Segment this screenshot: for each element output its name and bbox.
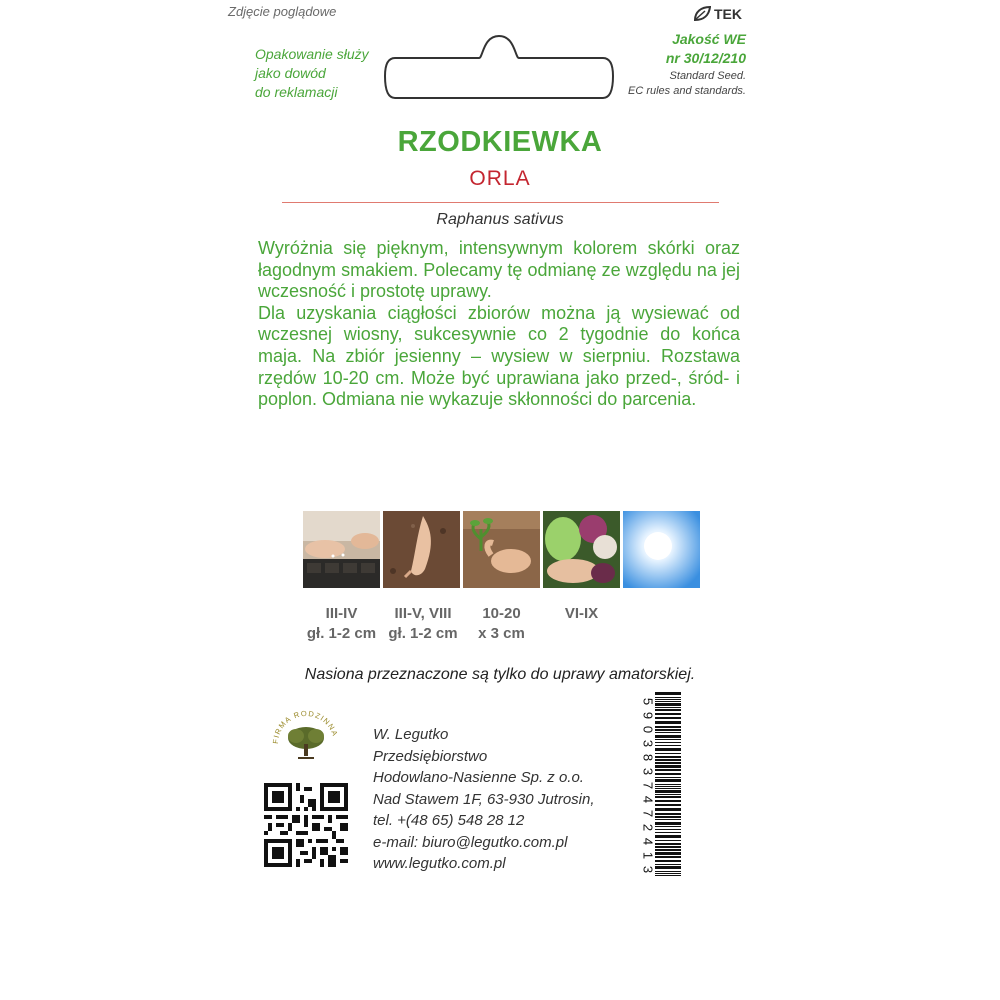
barcode-bar <box>655 788 681 789</box>
barcode-bar <box>655 843 681 845</box>
barcode-bar <box>655 779 681 782</box>
cultivation-label-4 <box>543 604 620 624</box>
barcode-bar <box>655 840 681 841</box>
barcode-bar <box>655 816 681 818</box>
company-street: Nad Stawem 1F, 63-930 Jutrosin, <box>373 790 595 808</box>
barcode-digit: 5 <box>640 697 656 706</box>
barcode-bar <box>655 864 681 865</box>
barcode-bar <box>655 835 681 838</box>
barcode-bar <box>655 739 681 740</box>
qr-code <box>264 783 348 867</box>
barcode-digit: 0 <box>640 725 656 734</box>
barcode-bar <box>655 790 681 793</box>
description-paragraph-2: Dla uzyskania ciągłości zbiorów można ją wysiewać od wczesnej wiosny, sukcesywnie co 2 tygodnie do końca maja. Na zbiór jesienny – wysiew w sierpniu. Rozstawa rzędów 10-20 cm. Może być uprawiana jako przed-, śród- i poplon. Odmiana nie wykazuje skłonności do parcenia. <box>258 302 740 410</box>
cultivation-label-3 <box>463 604 540 644</box>
barcode-bar <box>655 762 681 764</box>
complaint-line-1: Opakowanie służy <box>255 46 369 62</box>
barcode-digit: 3 <box>640 739 656 748</box>
company-website: www.legutko.com.pl <box>373 855 506 872</box>
barcode-bar <box>655 769 681 771</box>
quality-line-3: Standard Seed. <box>669 70 746 82</box>
planting-spacing-icon <box>463 511 540 588</box>
product-name: RZODKIEWKA <box>397 126 603 158</box>
barcode-bar <box>655 786 681 787</box>
company-legal-name: Hodowlano-Nasienne Sp. z o.o. <box>373 769 584 786</box>
complaint-note <box>255 45 385 102</box>
harvest-icon <box>543 511 620 588</box>
quality-line-1: Jakość WE <box>672 31 746 47</box>
barcode-bar <box>655 808 681 811</box>
divider <box>282 202 719 203</box>
quality-line-2: nr 30/12/210 <box>665 50 746 66</box>
barcode-bar <box>655 748 681 751</box>
barcode-bar <box>655 745 681 746</box>
barcode-bar <box>655 846 681 848</box>
barcode-bar <box>655 709 681 711</box>
barcode-bar <box>655 717 681 719</box>
description-paragraph-1: Wyróżnia się pięknym, intensywnym kolorem skórki oraz łagodnym smakiem. Polecamy tę odmianę ze względu na jej wczesność i prostotę uprawy. <box>258 238 740 302</box>
barcode-digit: 7 <box>640 809 656 818</box>
barcode-bar <box>655 866 681 869</box>
barcode-bar <box>655 804 681 806</box>
barcode-digit: 7 <box>640 781 656 790</box>
barcode-digit: 3 <box>640 767 656 776</box>
barcode-bar <box>655 726 681 728</box>
cultivation-label-2-period: III-V, VIII <box>394 605 452 622</box>
barcode-bar <box>655 852 681 855</box>
barcode-bar <box>655 800 681 802</box>
barcode-bar <box>655 735 681 738</box>
barcode-digit: 3 <box>640 865 656 874</box>
barcode-bar <box>655 826 681 827</box>
barcode-bar <box>655 703 681 706</box>
barcode-bar <box>655 832 681 833</box>
amateur-note: Nasiona przeznaczone są tylko do uprawy amatorskiej. <box>304 666 696 683</box>
cultivation-label-2-depth: gł. 1-2 cm <box>388 625 458 642</box>
company-email: e-mail: biuro@legutko.com.pl <box>373 833 568 851</box>
barcode-bar <box>655 729 681 731</box>
barcode-bar <box>655 777 681 778</box>
cultivation-label-1 <box>303 604 380 644</box>
cultivation-label-1-depth: gł. 1-2 cm <box>306 625 377 642</box>
barcode-bar <box>655 871 681 872</box>
complaint-line-2: jako dowód <box>255 65 326 81</box>
barcode-bar <box>655 765 681 768</box>
company-address <box>373 724 595 875</box>
barcode-bar <box>655 849 681 851</box>
barcode-digit: 9 <box>640 711 656 720</box>
barcode-digit: 2 <box>640 823 656 832</box>
barcode-bar <box>655 742 681 743</box>
barcode-bar <box>655 875 681 876</box>
tek-logo <box>693 6 742 22</box>
barcode-bar <box>655 692 681 695</box>
barcode-bar <box>655 773 681 775</box>
variety-name: ORLA <box>469 167 531 190</box>
barcode-bar <box>655 822 681 825</box>
barcode-bar <box>655 721 681 724</box>
barcode-digit: 8 <box>640 753 656 762</box>
cultivation-label-3-spacing: 10-20 <box>482 605 521 622</box>
company-type: Przedsiębiorstwo <box>373 747 488 765</box>
barcode-bar <box>655 753 681 754</box>
barcode-bar <box>655 699 681 700</box>
barcode-bar <box>655 756 681 758</box>
barcode-digit: 4 <box>640 795 656 804</box>
barcode-bar <box>655 819 681 820</box>
barcode-bar <box>655 732 681 733</box>
quality-line-4: EC rules and standards. <box>627 85 746 97</box>
barcode-bar <box>655 856 681 858</box>
barcode-bar <box>655 796 681 798</box>
barcode-bar <box>655 759 681 761</box>
barcode-bar <box>655 713 681 715</box>
cultivation-label-4-harvest: VI-IX <box>564 605 599 622</box>
barcode-digit: 4 <box>640 837 656 846</box>
photo-note: Zdjęcie poglądowe <box>228 4 337 19</box>
barcode-bar <box>655 697 681 698</box>
barcode-bar <box>655 873 681 874</box>
description <box>258 238 740 411</box>
tek-label: TEK <box>714 6 742 22</box>
family-company-logo <box>268 700 344 776</box>
sun-exposure-icon <box>623 511 700 588</box>
hang-hole-outline <box>383 30 615 100</box>
sowing-in-trays-icon <box>303 511 380 588</box>
company-phone: tel. +(48 65) 548 28 12 <box>373 812 525 829</box>
barcode-bar <box>655 701 681 702</box>
complaint-line-3: do reklamacji <box>255 84 338 100</box>
quality-block <box>628 30 746 98</box>
barcode-bar <box>655 707 681 708</box>
logo-arc-text: FIRMA RODZINNA <box>270 708 340 745</box>
barcode-digit: 1 <box>640 851 656 860</box>
cultivation-label-1-period: III-IV <box>325 605 358 622</box>
barcode-bar <box>655 784 681 785</box>
cultivation-icons <box>303 511 700 588</box>
leaf-icon <box>693 6 711 22</box>
barcode-bar <box>655 860 681 862</box>
latin-name: Raphanus sativus <box>436 211 564 228</box>
cultivation-label-3-spacing-2: x 3 cm <box>478 625 525 642</box>
cultivation-label-2 <box>380 604 466 644</box>
sowing-in-soil-icon <box>383 511 460 588</box>
barcode-bar <box>655 794 681 795</box>
barcode-bar <box>655 829 681 830</box>
barcode-bar <box>655 813 681 815</box>
company-name: W. Legutko <box>373 726 449 743</box>
